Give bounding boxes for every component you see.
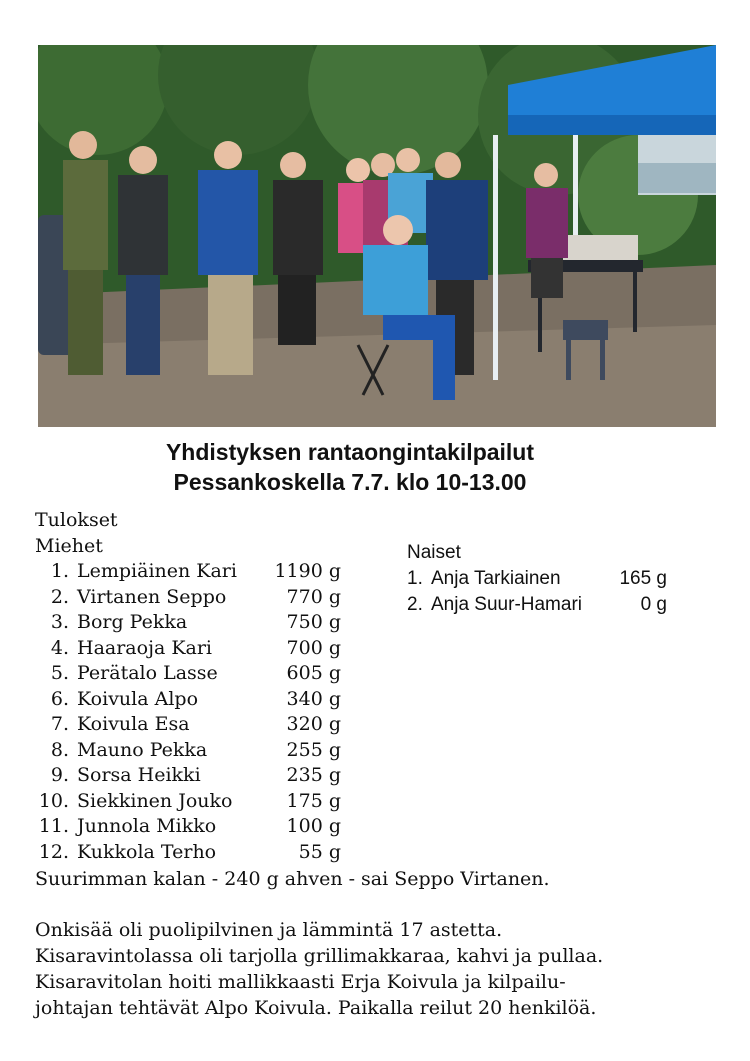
list-item bbox=[35, 559, 375, 585]
list-item bbox=[35, 712, 375, 738]
result-weight: 100 g bbox=[286, 815, 341, 837]
men-label: Miehet bbox=[35, 535, 103, 557]
list-item bbox=[35, 585, 375, 611]
women-results-list bbox=[407, 566, 687, 617]
result-weight: 320 g bbox=[286, 713, 341, 735]
result-num: 2. bbox=[407, 593, 423, 615]
result-num: 7. bbox=[50, 713, 69, 735]
list-item bbox=[35, 610, 375, 636]
result-name: Virtanen Seppo bbox=[77, 585, 227, 608]
result-weight: 175 g bbox=[286, 789, 341, 812]
list-item bbox=[407, 592, 687, 618]
result-name: Anja Tarkiainen bbox=[431, 568, 561, 589]
result-name: Anja Suur-Hamari bbox=[431, 593, 582, 615]
results-label: Tulokset bbox=[35, 509, 118, 531]
result-weight: 235 g bbox=[286, 764, 341, 786]
result-num: 1. bbox=[50, 560, 69, 582]
women-label: Naiset bbox=[407, 542, 461, 563]
result-name: Koivula Alpo bbox=[77, 687, 199, 710]
result-name: Junnola Mikko bbox=[77, 815, 217, 837]
result-num: 9. bbox=[50, 764, 69, 786]
summary-line: johtajan tehtävät Alpo Koivula. Paikalla reilut 20 henkilöä. bbox=[35, 997, 597, 1019]
result-name: Haaraoja Kari bbox=[77, 636, 213, 659]
result-num: 3. bbox=[50, 611, 69, 633]
result-weight: 770 g bbox=[286, 585, 341, 608]
result-weight: 750 g bbox=[286, 611, 341, 633]
result-name: Kukkola Terho bbox=[77, 840, 217, 863]
event-heading bbox=[0, 437, 700, 497]
result-num: 5. bbox=[50, 662, 69, 684]
result-name: Perätalo Lasse bbox=[77, 662, 218, 684]
group-photo bbox=[38, 45, 716, 427]
result-num: 2. bbox=[50, 585, 69, 608]
result-num: 12. bbox=[38, 840, 69, 863]
result-name: Koivula Esa bbox=[77, 713, 190, 735]
list-item bbox=[35, 687, 375, 713]
result-weight: 1190 g bbox=[274, 560, 341, 582]
result-weight: 605 g bbox=[286, 662, 341, 684]
list-item bbox=[407, 566, 687, 592]
result-name: Borg Pekka bbox=[77, 611, 188, 633]
summary-line: Kisaravitolan hoiti mallikkaasti Erja Koivula ja kilpailu- bbox=[35, 971, 566, 993]
result-num: 1. bbox=[407, 568, 423, 589]
event-summary bbox=[35, 917, 725, 1021]
list-item bbox=[35, 661, 375, 687]
heading-line-1: Yhdistyksen rantaongintakilpailut bbox=[165, 439, 535, 465]
heading-line-2: Pessankoskella 7.7. klo 10-13.00 bbox=[173, 469, 527, 495]
list-item bbox=[35, 763, 375, 789]
result-num: 6. bbox=[50, 687, 69, 710]
list-item bbox=[35, 738, 375, 764]
result-weight: 700 g bbox=[286, 636, 341, 659]
result-weight: 0 g bbox=[640, 593, 667, 615]
result-name: Lempiäinen Kari bbox=[77, 560, 237, 582]
result-num: 11. bbox=[38, 815, 69, 837]
list-item bbox=[35, 636, 375, 662]
men-results-list bbox=[35, 559, 375, 865]
list-item bbox=[35, 814, 375, 840]
list-item bbox=[35, 789, 375, 815]
biggest-fish-note: Suurimman kalan - 240 g ahven - sai Seppo Virtanen. bbox=[35, 868, 550, 890]
list-item bbox=[35, 840, 375, 866]
result-num: 10. bbox=[38, 789, 69, 812]
result-name: Siekkinen Jouko bbox=[77, 789, 233, 812]
result-num: 4. bbox=[50, 636, 69, 659]
result-name: Sorsa Heikki bbox=[77, 764, 201, 786]
result-weight: 340 g bbox=[286, 687, 341, 710]
result-weight: 165 g bbox=[619, 568, 667, 589]
result-name: Mauno Pekka bbox=[77, 738, 208, 761]
summary-line: Onkisää oli puolipilvinen ja lämmintä 17 astetta. bbox=[35, 919, 503, 941]
result-weight: 255 g bbox=[286, 738, 341, 761]
result-weight: 55 g bbox=[298, 840, 341, 863]
summary-line: Kisaravintolassa oli tarjolla grillimakkaraa, kahvi ja pullaa. bbox=[35, 945, 604, 967]
result-num: 8. bbox=[50, 738, 69, 761]
